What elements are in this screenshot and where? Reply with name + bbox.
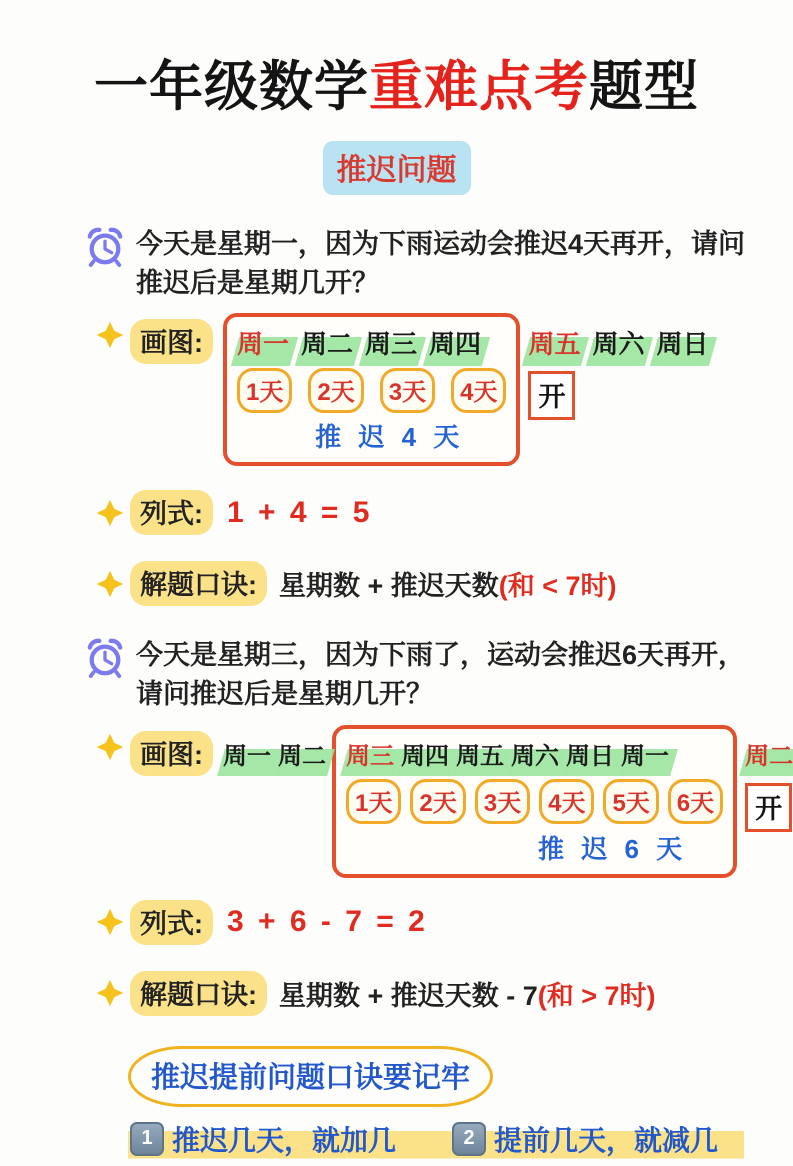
day-bubble: 1天 [346,779,401,824]
sparkle-icon [96,908,130,936]
keycap-2-icon: 2 [452,1122,486,1156]
weekday: 周五 [528,324,580,361]
mnemonic-row-1 [96,561,763,606]
alarm-clock-icon [86,225,126,272]
question-1 [86,225,753,303]
weekday: 周六 [511,736,559,771]
day-bubble: 3天 [475,779,530,824]
mnemonic-row-2 [96,971,763,1016]
weekday: 周一 [223,736,271,771]
sparkle-icon [96,313,130,349]
footer-tip-2-text: 提前几天，就减几 [494,1124,719,1156]
mnemonic-red-2: (和 > 7时) [537,980,656,1011]
footer-tip-1 [130,1119,396,1159]
footer-heading-wrap [128,1046,793,1107]
weekday-row-inside-2 [346,735,723,773]
sparkle-icon [96,499,130,527]
weekday: 周一 [237,324,289,361]
day-bubble: 5天 [603,779,658,824]
day-bubble-row-1 [237,369,506,411]
worksheet-page [0,44,793,1166]
footer-heading: 推迟提前问题口诀要记牢 [128,1046,493,1107]
page-title [0,44,793,121]
mnemonic-label-1: 解题口诀: [130,561,267,606]
weekday: 周三 [365,324,417,361]
day-bubble-row-2 [346,781,723,823]
day-bubble: 4天 [451,368,506,413]
delay-box-2 [332,725,737,878]
formula-1: 1 + 4 = 5 [227,495,373,529]
weekday: 周二 [278,736,326,771]
keycap-1-icon: 1 [130,1122,164,1156]
footer-tips-row [128,1117,744,1161]
mnemonic-red-1: (和 < 7时) [498,571,617,602]
open-day-box-2: 开 [745,783,792,832]
mnemonic-black-2: 星期数 + 推迟天数 - 7 [279,980,538,1011]
sparkle-icon [96,979,130,1007]
day-bubble: 1天 [237,368,292,413]
weekday: 周一 [621,736,669,771]
weekday-row-outside-1 [528,323,708,361]
day-bubble: 4天 [539,779,594,824]
mnemonic-text-1 [279,564,617,603]
diagram-2 [96,725,793,878]
weekday-row-inside-1 [237,323,506,361]
weekday: 周六 [592,324,644,361]
before-column-2 [223,725,326,773]
weekday-row-after-2 [745,735,793,773]
outside-column-2 [745,725,793,832]
formula-row-2 [96,900,763,945]
formula-2: 3 + 6 - 7 = 2 [227,905,428,939]
title-red: 重难点考 [369,57,589,117]
outside-column-1 [528,313,708,420]
diagram-1 [96,313,793,466]
formula-row-1 [96,490,763,535]
weekday: 周三 [346,736,394,771]
day-bubble: 3天 [380,368,435,413]
footer-tip-1-text: 推迟几天，就加几 [172,1124,397,1156]
weekday: 周五 [456,736,504,771]
formula-label-1: 列式: [130,490,213,535]
delay-caption-1: 推 迟 4 天 [315,422,465,453]
draw-label-1: 画图: [130,319,213,364]
subtitle-wrap [0,141,793,195]
weekday: 周二 [301,324,353,361]
footer-tip-2 [452,1119,718,1159]
day-bubble: 2天 [308,368,363,413]
weekday: 周日 [566,736,614,771]
weekday: 周四 [401,736,449,771]
topic-badge: 推迟问题 [323,141,471,195]
mnemonic-label-2: 解题口诀: [130,971,267,1016]
delay-box-1 [223,313,520,466]
open-day-box-1: 开 [528,371,575,420]
question-2-text: 今天是星期三，因为下雨了，运动会推迟6天再开，请问推迟后是星期几开？ [136,640,746,710]
draw-label-2: 画图: [130,731,213,776]
day-bubble: 6天 [668,779,723,824]
question-1-text: 今天是星期一，因为下雨运动会推迟4天再开，请问推迟后是星期几开？ [136,229,746,299]
title-black-2: 题型 [589,57,699,117]
weekday: 周二 [745,736,793,771]
weekday-row-before-2 [223,735,326,773]
weekday: 周四 [429,324,481,361]
question-2 [86,636,753,714]
day-bubble: 2天 [410,779,465,824]
mnemonic-black-1: 星期数 + 推迟天数 [279,571,499,602]
alarm-clock-icon [86,636,126,683]
delay-caption-2: 推 迟 6 天 [538,833,688,864]
sparkle-icon [96,725,130,761]
weekday: 周日 [656,324,708,361]
mnemonic-text-2 [279,974,656,1013]
formula-label-2: 列式: [130,900,213,945]
title-black-1: 一年级数学 [94,57,369,117]
sparkle-icon [96,570,130,598]
